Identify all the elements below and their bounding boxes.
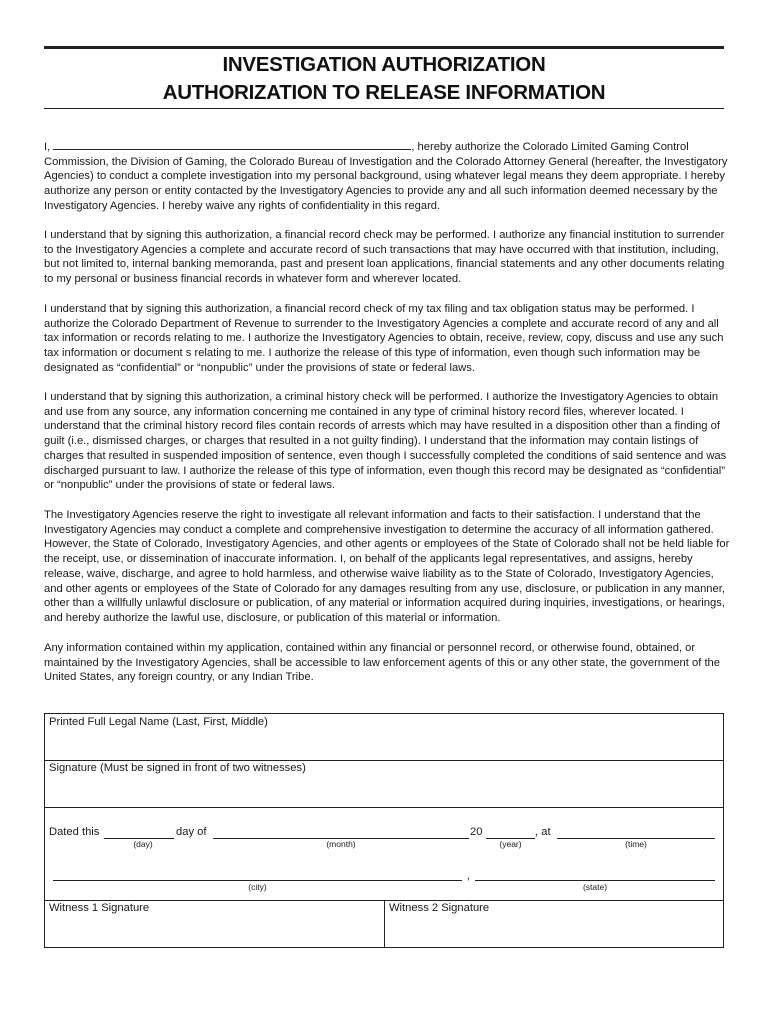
signature-form [44, 713, 724, 948]
form-divider [45, 807, 723, 808]
state-caption: (state) [582, 882, 608, 892]
paragraph-access: Any information contained within my application, contained within any financial or personnel record, or otherwise found, obtained, or maintained by the Investigatory Agencies, shall be accessible to law enforcement agents of this or any other state, the government of the United States, any foreign country, or any Indian Tribe. [44, 642, 720, 684]
paragraph-liability: The Investigatory Agencies reserve the right to investigate all relevant information and facts to their satisfaction. I understand that the Investigatory Agencies may conduct a complete and comprehensive investigation to determine the accuracy of all information gathered. However, the State of Colorado, Investigatory Agencies, and other agents or employees of the State of Colorado shall not be held liable for the receipt, use, or dissemination of inaccurate information. I, on behalf of the applicants legal representatives, and assigns, hereby release, waive, discharge, and agree to hold harmless, and otherwise waive liability as to the State of Colorado, Investigatory Agencies, and other agents or employees of the State of Colorado for any damages resulting from any use, disclosure, or publication in any manner, other than a willfully unlawful disclosure or publication, of any material or information acquired during inquiries, investigations, or hearings, and hereby authorize the lawful use, disclosure, or publication of this material or information. [44, 509, 730, 624]
page-subtitle: AUTHORIZATION TO RELEASE INFORMATION [162, 81, 606, 104]
witness2-label: Witness 2 Signature [389, 902, 490, 914]
witness1-signature-field[interactable] [45, 916, 383, 946]
paragraph-authorization [44, 139, 734, 214]
name-field-label: Printed Full Legal Name (Last, First, Middle) [49, 716, 268, 728]
printed-name-field[interactable] [45, 730, 723, 760]
witness2-signature-field[interactable] [385, 916, 723, 946]
at-label: , at [535, 826, 551, 838]
signature-field-label: Signature (Must be signed in front of two witnesses) [49, 762, 306, 774]
month-caption: (month) [326, 839, 356, 849]
witness1-label: Witness 1 Signature [49, 902, 150, 914]
paragraph-prefix: I, [44, 141, 54, 153]
state-blank[interactable] [475, 880, 715, 881]
city-caption: (city) [248, 882, 267, 892]
year-caption: (year) [499, 839, 522, 849]
day-caption: (day) [133, 839, 153, 849]
title-divider [44, 108, 724, 109]
applicant-name-blank[interactable] [53, 139, 411, 150]
paragraph-financial: I understand that by signing this authorization, a financial record check may be performed. I authorize any financial institution to surrender to the Investigatory Agencies a complete and accurate record of such transactions that may have occurred with that institution, including, but not limited to, internal banking memoranda, past and present loan applications, financial statements and any other documents relating to my personal or business financial records in whatever form and wherever located. [44, 229, 725, 286]
paragraph-text: , hereby authorize the Colorado Limited Gaming Control Commission, the Division of Gaming, the Colorado Bureau of Investigation and the Colorado Attorney General (hereafter, the Investigatory Agencies) to conduct a complete investigation into my personal background, using whatever legal means they deem appropriate. I hereby authorize any person or entity contacted by the Investigatory Agencies to provide any and all such information deemed necessary by the Investigatory Agencies. I hereby waive any rights of confidentiality in this regard. [44, 141, 728, 212]
city-blank[interactable] [53, 880, 462, 881]
paragraph-criminal-history: I understand that by signing this authorization, a criminal history check will be performed. I authorize the Investigatory Agencies to obtain and use from any source, any information concerning me contained in any type of criminal history record files, wherever located. I understand that the criminal history record files contain records of arrests which may have resulted in a disposition other than a finding of guilt (i.e., dismissed charges, or charges that resulted in a not guilty finding). I understand that the information may contain listings of charges that resulted in suspended imposition of sentence, even though I successfully completed the conditions of said sentence and was discharged pursuant to law. I authorize the release of this type of information, even though this record may be designated as “confidential” or “nonpublic” under the provisions of state or federal laws. [44, 391, 727, 492]
signature-field[interactable] [45, 776, 723, 806]
form-divider [45, 760, 723, 761]
time-caption: (time) [625, 839, 647, 849]
top-rule [44, 46, 724, 49]
day-of-label: day of [176, 826, 207, 838]
page-title: INVESTIGATION AUTHORIZATION [222, 53, 546, 76]
paragraph-tax: I understand that by signing this authorization, a financial record check of my tax filing and tax obligation status may be performed. I authorize the Colorado Department of Revenue to surrender to the Investigatory Agencies a complete and accurate record of any and all tax information or records relating to me. I authorize the Investigatory Agencies to obtain, receive, review, copy, discuss and use any such tax information or document s relating to me. I authorize the release of this type of information, even though such information may be designated as “confidential” or “nonpublic” under the provisions of state or federal laws. [44, 303, 724, 374]
year-prefix-label: 20 [470, 826, 483, 838]
comma-separator: , [467, 870, 471, 882]
dated-this-label: Dated this [49, 826, 100, 838]
